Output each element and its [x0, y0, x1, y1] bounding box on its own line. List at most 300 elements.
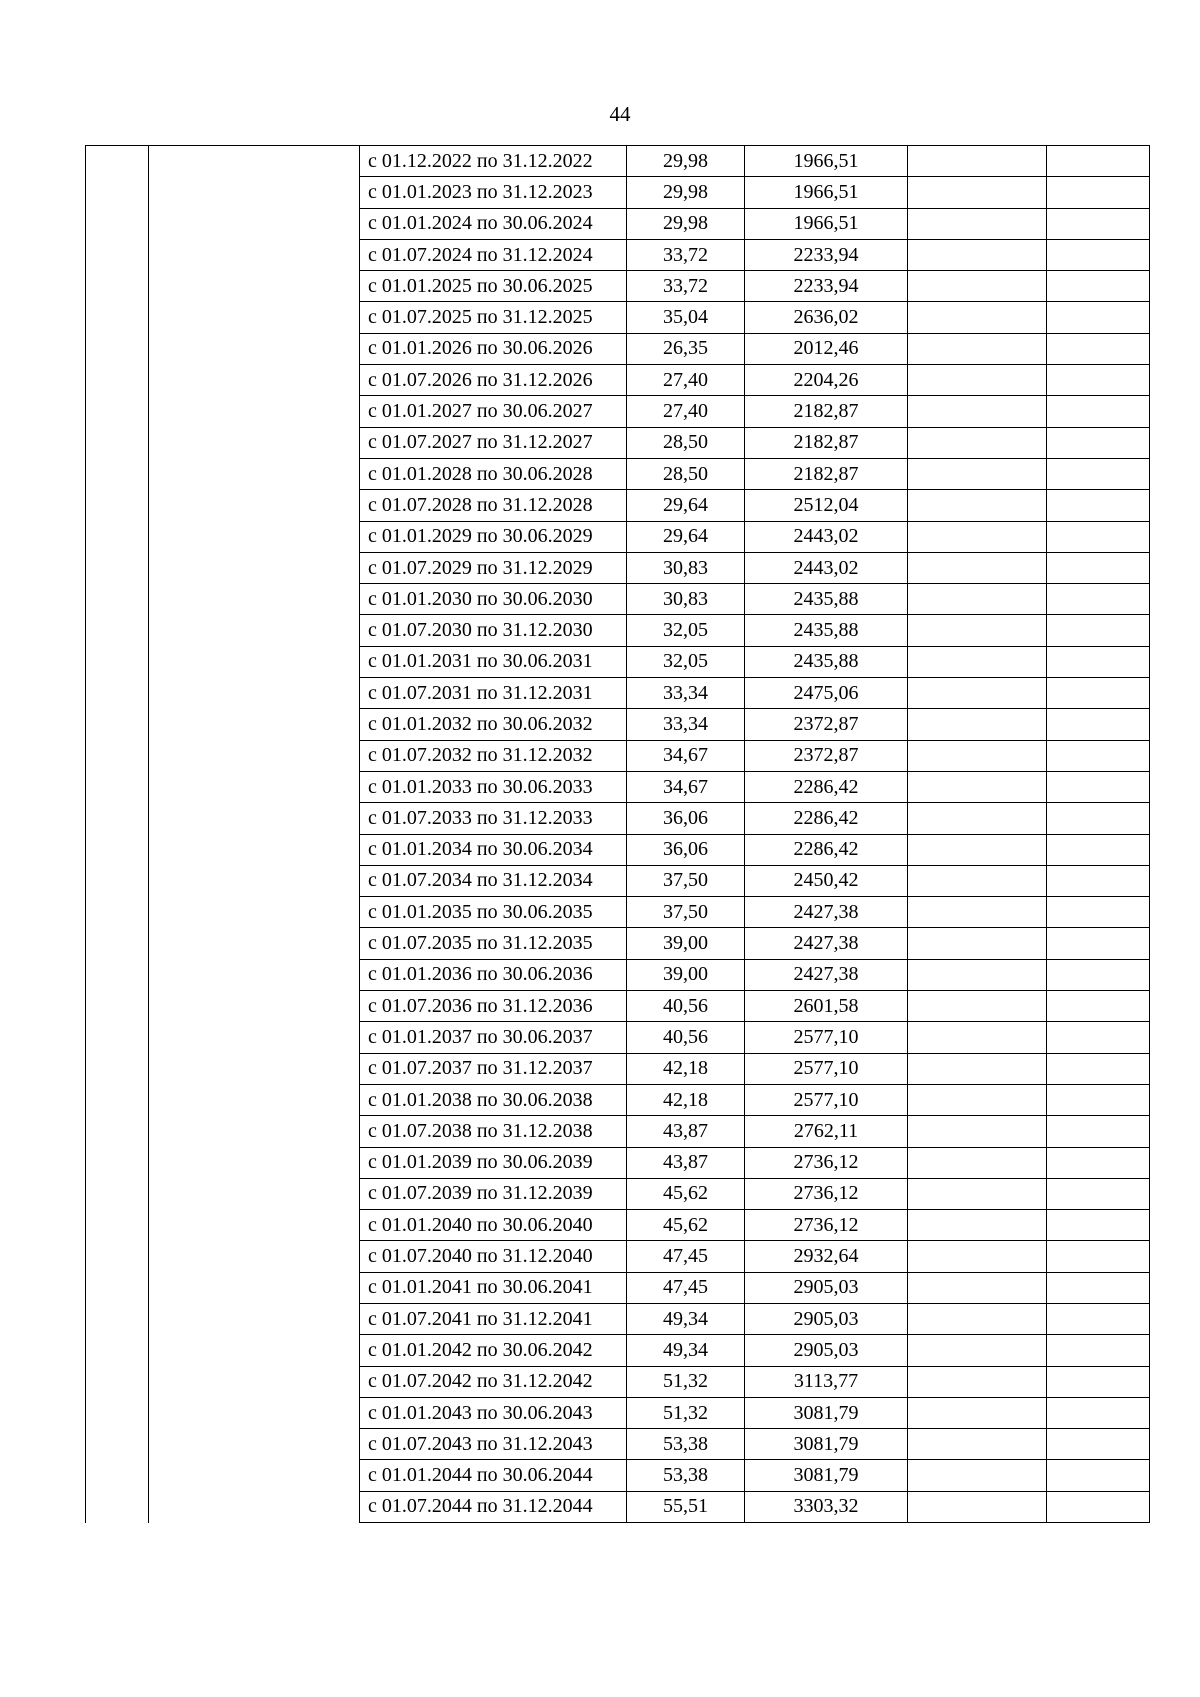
empty-cell: [1047, 897, 1150, 928]
period-cell: с 01.07.2039 по 31.12.2039: [360, 1178, 627, 1209]
empty-cell: [908, 771, 1047, 802]
empty-cell: [908, 490, 1047, 521]
name-cell: [149, 1147, 360, 1178]
period-cell: с 01.07.2043 по 31.12.2043: [360, 1429, 627, 1460]
value1-cell: 29,98: [627, 208, 745, 239]
period-cell: с 01.01.2027 по 30.06.2027: [360, 396, 627, 427]
name-cell: [149, 177, 360, 208]
empty-cell: [908, 897, 1047, 928]
value2-cell: 2475,06: [745, 678, 908, 709]
empty-cell: [908, 959, 1047, 990]
value1-cell: 45,62: [627, 1178, 745, 1209]
empty-cell: [908, 552, 1047, 583]
period-cell: с 01.07.2034 по 31.12.2034: [360, 865, 627, 896]
value2-cell: 3081,79: [745, 1429, 908, 1460]
empty-cell: [908, 1210, 1047, 1241]
number-cell: [86, 709, 149, 740]
value2-cell: 3081,79: [745, 1397, 908, 1428]
value1-cell: 43,87: [627, 1147, 745, 1178]
name-cell: [149, 1084, 360, 1115]
number-cell: [86, 740, 149, 771]
table-row: [86, 458, 1150, 489]
value1-cell: 43,87: [627, 1116, 745, 1147]
empty-cell: [1047, 865, 1150, 896]
value1-cell: 30,83: [627, 552, 745, 583]
name-cell: [149, 959, 360, 990]
value2-cell: 2636,02: [745, 302, 908, 333]
table-row: [86, 1178, 1150, 1209]
value2-cell: 2012,46: [745, 333, 908, 364]
empty-cell: [1047, 458, 1150, 489]
empty-cell: [908, 271, 1047, 302]
value2-cell: 2450,42: [745, 865, 908, 896]
period-cell: с 01.01.2025 по 30.06.2025: [360, 271, 627, 302]
empty-cell: [1047, 521, 1150, 552]
value2-cell: 2905,03: [745, 1272, 908, 1303]
name-cell: [149, 271, 360, 302]
table-row: [86, 771, 1150, 802]
name-cell: [149, 1335, 360, 1366]
period-cell: с 01.01.2043 по 30.06.2043: [360, 1397, 627, 1428]
name-cell: [149, 1491, 360, 1522]
value2-cell: 1966,51: [745, 208, 908, 239]
table-row: [86, 146, 1150, 177]
period-cell: с 01.01.2042 по 30.06.2042: [360, 1335, 627, 1366]
period-cell: с 01.07.2030 по 31.12.2030: [360, 615, 627, 646]
name-cell: [149, 521, 360, 552]
table-row: [86, 239, 1150, 270]
period-cell: с 01.07.2027 по 31.12.2027: [360, 427, 627, 458]
number-cell: [86, 897, 149, 928]
empty-cell: [1047, 1491, 1150, 1522]
table-row: [86, 1147, 1150, 1178]
empty-cell: [908, 1178, 1047, 1209]
empty-cell: [1047, 678, 1150, 709]
number-cell: [86, 365, 149, 396]
table-row: [86, 1053, 1150, 1084]
table-row: [86, 584, 1150, 615]
value2-cell: 2286,42: [745, 834, 908, 865]
number-cell: [86, 427, 149, 458]
value2-cell: 1966,51: [745, 177, 908, 208]
name-cell: [149, 803, 360, 834]
empty-cell: [908, 458, 1047, 489]
number-cell: [86, 678, 149, 709]
number-cell: [86, 1491, 149, 1522]
number-cell: [86, 1429, 149, 1460]
number-cell: [86, 490, 149, 521]
value1-cell: 34,67: [627, 771, 745, 802]
value1-cell: 29,98: [627, 177, 745, 208]
name-cell: [149, 678, 360, 709]
value1-cell: 29,64: [627, 521, 745, 552]
value1-cell: 40,56: [627, 1022, 745, 1053]
value2-cell: 2577,10: [745, 1084, 908, 1115]
empty-cell: [908, 740, 1047, 771]
value1-cell: 36,06: [627, 803, 745, 834]
number-cell: [86, 1084, 149, 1115]
period-cell: с 01.01.2033 по 30.06.2033: [360, 771, 627, 802]
value1-cell: 53,38: [627, 1429, 745, 1460]
name-cell: [149, 1397, 360, 1428]
value2-cell: 2905,03: [745, 1303, 908, 1334]
empty-cell: [908, 1366, 1047, 1397]
empty-cell: [1047, 177, 1150, 208]
number-cell: [86, 1178, 149, 1209]
number-cell: [86, 146, 149, 177]
empty-cell: [1047, 1303, 1150, 1334]
empty-cell: [908, 1053, 1047, 1084]
tariff-table: [85, 145, 1150, 1523]
empty-cell: [908, 396, 1047, 427]
period-cell: с 01.07.2028 по 31.12.2028: [360, 490, 627, 521]
value1-cell: 33,72: [627, 239, 745, 270]
table-row: [86, 396, 1150, 427]
empty-cell: [908, 427, 1047, 458]
number-cell: [86, 1116, 149, 1147]
table-row: [86, 740, 1150, 771]
value2-cell: 1966,51: [745, 146, 908, 177]
name-cell: [149, 333, 360, 364]
value2-cell: 3303,32: [745, 1491, 908, 1522]
empty-cell: [908, 1147, 1047, 1178]
number-cell: [86, 1210, 149, 1241]
empty-cell: [1047, 1147, 1150, 1178]
value1-cell: 29,64: [627, 490, 745, 521]
period-cell: с 01.07.2044 по 31.12.2044: [360, 1491, 627, 1522]
page-number: 44: [609, 102, 631, 126]
value1-cell: 51,32: [627, 1397, 745, 1428]
empty-cell: [1047, 709, 1150, 740]
empty-cell: [1047, 333, 1150, 364]
empty-cell: [1047, 271, 1150, 302]
number-cell: [86, 771, 149, 802]
number-cell: [86, 1366, 149, 1397]
empty-cell: [908, 584, 1047, 615]
table-row: [86, 1022, 1150, 1053]
table-row: [86, 333, 1150, 364]
table-row: [86, 865, 1150, 896]
value2-cell: 2736,12: [745, 1210, 908, 1241]
number-cell: [86, 928, 149, 959]
empty-cell: [908, 1460, 1047, 1491]
empty-cell: [908, 208, 1047, 239]
tariff-table-container: [85, 145, 1150, 1523]
table-row: [86, 1303, 1150, 1334]
number-cell: [86, 1460, 149, 1491]
empty-cell: [1047, 490, 1150, 521]
value1-cell: 49,34: [627, 1335, 745, 1366]
empty-cell: [1047, 1178, 1150, 1209]
period-cell: с 01.07.2035 по 31.12.2035: [360, 928, 627, 959]
value1-cell: 32,05: [627, 615, 745, 646]
table-row: [86, 646, 1150, 677]
period-cell: с 01.07.2032 по 31.12.2032: [360, 740, 627, 771]
name-cell: [149, 239, 360, 270]
tariff-table-body: [86, 146, 1150, 1523]
table-row: [86, 991, 1150, 1022]
empty-cell: [1047, 427, 1150, 458]
number-cell: [86, 271, 149, 302]
name-cell: [149, 1241, 360, 1272]
value2-cell: 2233,94: [745, 239, 908, 270]
value2-cell: 2286,42: [745, 803, 908, 834]
value1-cell: 42,18: [627, 1084, 745, 1115]
empty-cell: [1047, 1241, 1150, 1272]
table-row: [86, 959, 1150, 990]
name-cell: [149, 1460, 360, 1491]
name-cell: [149, 1053, 360, 1084]
empty-cell: [908, 1335, 1047, 1366]
empty-cell: [1047, 1116, 1150, 1147]
value1-cell: 39,00: [627, 928, 745, 959]
table-row: [86, 803, 1150, 834]
empty-cell: [1047, 208, 1150, 239]
name-cell: [149, 1116, 360, 1147]
value2-cell: 2577,10: [745, 1053, 908, 1084]
empty-cell: [1047, 1053, 1150, 1084]
empty-cell: [908, 1241, 1047, 1272]
period-cell: с 01.01.2038 по 30.06.2038: [360, 1084, 627, 1115]
period-cell: с 01.07.2026 по 31.12.2026: [360, 365, 627, 396]
number-cell: [86, 1147, 149, 1178]
value2-cell: 2435,88: [745, 615, 908, 646]
table-row: [86, 1084, 1150, 1115]
name-cell: [149, 302, 360, 333]
value1-cell: 29,98: [627, 146, 745, 177]
name-cell: [149, 427, 360, 458]
period-cell: с 01.01.2026 по 30.06.2026: [360, 333, 627, 364]
number-cell: [86, 865, 149, 896]
period-cell: с 01.01.2041 по 30.06.2041: [360, 1272, 627, 1303]
table-row: [86, 615, 1150, 646]
name-cell: [149, 928, 360, 959]
number-cell: [86, 1335, 149, 1366]
number-cell: [86, 1241, 149, 1272]
table-row: [86, 521, 1150, 552]
number-cell: [86, 239, 149, 270]
value1-cell: 27,40: [627, 365, 745, 396]
number-cell: [86, 208, 149, 239]
value2-cell: 2736,12: [745, 1147, 908, 1178]
value1-cell: 53,38: [627, 1460, 745, 1491]
name-cell: [149, 1210, 360, 1241]
value2-cell: 3113,77: [745, 1366, 908, 1397]
empty-cell: [908, 146, 1047, 177]
empty-cell: [908, 177, 1047, 208]
value2-cell: 2427,38: [745, 897, 908, 928]
table-row: [86, 678, 1150, 709]
period-cell: с 01.07.2024 по 31.12.2024: [360, 239, 627, 270]
value2-cell: 2427,38: [745, 959, 908, 990]
value1-cell: 33,34: [627, 709, 745, 740]
name-cell: [149, 490, 360, 521]
table-row: [86, 928, 1150, 959]
period-cell: с 01.01.2031 по 30.06.2031: [360, 646, 627, 677]
name-cell: [149, 834, 360, 865]
table-row: [86, 1116, 1150, 1147]
name-cell: [149, 396, 360, 427]
number-cell: [86, 521, 149, 552]
period-cell: с 01.07.2038 по 31.12.2038: [360, 1116, 627, 1147]
value1-cell: 28,50: [627, 427, 745, 458]
period-cell: с 01.01.2040 по 30.06.2040: [360, 1210, 627, 1241]
value1-cell: 51,32: [627, 1366, 745, 1397]
empty-cell: [1047, 615, 1150, 646]
period-cell: с 01.07.2042 по 31.12.2042: [360, 1366, 627, 1397]
period-cell: с 01.01.2028 по 30.06.2028: [360, 458, 627, 489]
empty-cell: [908, 646, 1047, 677]
value2-cell: 2372,87: [745, 740, 908, 771]
value1-cell: 26,35: [627, 333, 745, 364]
empty-cell: [1047, 1335, 1150, 1366]
empty-cell: [908, 1022, 1047, 1053]
period-cell: с 01.01.2030 по 30.06.2030: [360, 584, 627, 615]
number-cell: [86, 991, 149, 1022]
value1-cell: 40,56: [627, 991, 745, 1022]
value1-cell: 45,62: [627, 1210, 745, 1241]
table-row: [86, 1241, 1150, 1272]
empty-cell: [908, 678, 1047, 709]
empty-cell: [908, 365, 1047, 396]
table-row: [86, 427, 1150, 458]
number-cell: [86, 584, 149, 615]
name-cell: [149, 146, 360, 177]
number-cell: [86, 834, 149, 865]
number-cell: [86, 333, 149, 364]
number-cell: [86, 177, 149, 208]
empty-cell: [1047, 771, 1150, 802]
name-cell: [149, 1366, 360, 1397]
empty-cell: [1047, 239, 1150, 270]
empty-cell: [1047, 1397, 1150, 1428]
value1-cell: 32,05: [627, 646, 745, 677]
value1-cell: 39,00: [627, 959, 745, 990]
number-cell: [86, 458, 149, 489]
table-row: [86, 271, 1150, 302]
value2-cell: 2372,87: [745, 709, 908, 740]
period-cell: с 01.01.2037 по 30.06.2037: [360, 1022, 627, 1053]
table-row: [86, 709, 1150, 740]
value2-cell: 3081,79: [745, 1460, 908, 1491]
empty-cell: [1047, 584, 1150, 615]
value2-cell: 2932,64: [745, 1241, 908, 1272]
number-cell: [86, 302, 149, 333]
period-cell: с 01.07.2025 по 31.12.2025: [360, 302, 627, 333]
number-cell: [86, 1397, 149, 1428]
value1-cell: 47,45: [627, 1241, 745, 1272]
name-cell: [149, 1429, 360, 1460]
empty-cell: [1047, 1272, 1150, 1303]
value2-cell: 2286,42: [745, 771, 908, 802]
empty-cell: [1047, 1429, 1150, 1460]
empty-cell: [908, 1116, 1047, 1147]
table-row: [86, 365, 1150, 396]
name-cell: [149, 552, 360, 583]
empty-cell: [1047, 834, 1150, 865]
value1-cell: 37,50: [627, 865, 745, 896]
empty-cell: [908, 1491, 1047, 1522]
value1-cell: 35,04: [627, 302, 745, 333]
value2-cell: 2905,03: [745, 1335, 908, 1366]
empty-cell: [1047, 740, 1150, 771]
name-cell: [149, 897, 360, 928]
table-row: [86, 208, 1150, 239]
empty-cell: [908, 521, 1047, 552]
name-cell: [149, 1178, 360, 1209]
period-cell: с 01.07.2031 по 31.12.2031: [360, 678, 627, 709]
period-cell: с 01.01.2044 по 30.06.2044: [360, 1460, 627, 1491]
value2-cell: 2435,88: [745, 646, 908, 677]
period-cell: с 01.01.2036 по 30.06.2036: [360, 959, 627, 990]
period-cell: с 01.07.2029 по 31.12.2029: [360, 552, 627, 583]
value2-cell: 2577,10: [745, 1022, 908, 1053]
table-row: [86, 490, 1150, 521]
table-row: [86, 1429, 1150, 1460]
value1-cell: 42,18: [627, 1053, 745, 1084]
value1-cell: 30,83: [627, 584, 745, 615]
period-cell: с 01.07.2040 по 31.12.2040: [360, 1241, 627, 1272]
name-cell: [149, 709, 360, 740]
name-cell: [149, 458, 360, 489]
empty-cell: [908, 834, 1047, 865]
empty-cell: [1047, 1460, 1150, 1491]
table-row: [86, 1366, 1150, 1397]
value1-cell: 33,72: [627, 271, 745, 302]
table-row: [86, 177, 1150, 208]
table-row: [86, 1335, 1150, 1366]
value2-cell: 2427,38: [745, 928, 908, 959]
empty-cell: [908, 615, 1047, 646]
number-cell: [86, 959, 149, 990]
empty-cell: [908, 302, 1047, 333]
empty-cell: [908, 333, 1047, 364]
number-cell: [86, 552, 149, 583]
period-cell: с 01.12.2022 по 31.12.2022: [360, 146, 627, 177]
name-cell: [149, 991, 360, 1022]
table-row: [86, 1491, 1150, 1522]
empty-cell: [908, 803, 1047, 834]
empty-cell: [908, 239, 1047, 270]
period-cell: с 01.01.2029 по 30.06.2029: [360, 521, 627, 552]
value2-cell: 2233,94: [745, 271, 908, 302]
number-cell: [86, 646, 149, 677]
name-cell: [149, 365, 360, 396]
name-cell: [149, 208, 360, 239]
table-row: [86, 897, 1150, 928]
name-cell: [149, 584, 360, 615]
empty-cell: [908, 1397, 1047, 1428]
value2-cell: 2601,58: [745, 991, 908, 1022]
empty-cell: [1047, 365, 1150, 396]
empty-cell: [908, 709, 1047, 740]
value1-cell: 49,34: [627, 1303, 745, 1334]
name-cell: [149, 1272, 360, 1303]
period-cell: с 01.01.2039 по 30.06.2039: [360, 1147, 627, 1178]
number-cell: [86, 396, 149, 427]
value2-cell: 2182,87: [745, 458, 908, 489]
period-cell: с 01.07.2033 по 31.12.2033: [360, 803, 627, 834]
empty-cell: [1047, 1022, 1150, 1053]
table-row: [86, 552, 1150, 583]
empty-cell: [1047, 146, 1150, 177]
value1-cell: 33,34: [627, 678, 745, 709]
table-row: [86, 1210, 1150, 1241]
empty-cell: [1047, 646, 1150, 677]
value2-cell: 2182,87: [745, 427, 908, 458]
number-cell: [86, 1303, 149, 1334]
empty-cell: [908, 1272, 1047, 1303]
